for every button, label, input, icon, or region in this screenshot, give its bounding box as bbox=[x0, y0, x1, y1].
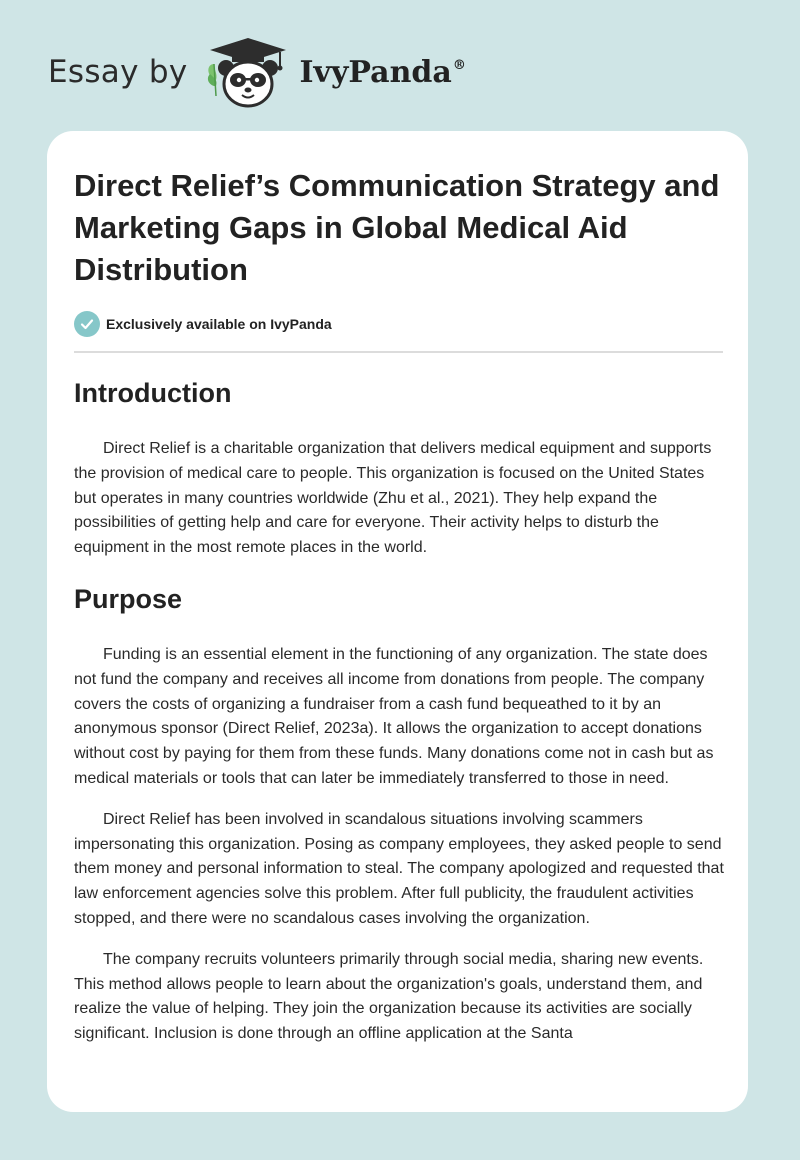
registered-mark: ® bbox=[452, 57, 466, 73]
article-title: Direct Relief’s Communication Strategy and Marketing Gaps in Global Medical Aid Distribution bbox=[74, 168, 720, 287]
article-body bbox=[74, 165, 724, 1047]
paragraph: The company recruits volunteers primarily through social media, sharing new events. This method allows people to learn about the organization's goals, understand them, and realize the value of helping. They join the organization because its activities are socially significant. Inclusion is done through an offline application at the Santa bbox=[74, 950, 704, 1043]
divider bbox=[74, 351, 723, 353]
paragraph: Direct Relief has been involved in scandalous situations involving scammers impersonating this organization. Posing as company employees, they asked people to send them money and personal information to steal. The company apologized and requested that law enforcement agencies solve this problem. After full publicity, the fraudulent activities stopped, and there were no scandalous cases involving the organization. bbox=[74, 810, 724, 927]
check-icon bbox=[74, 311, 100, 337]
paragraph: Funding is an essential element in the functioning of any organization. The state does not fund the company and receives all income from donations from people. The company covers the costs of organizing a fundraiser from a cash fund bequeathed to it by an anonymous sponsor (Direct Relief, 2023a). It allows the organization to accept donations without cost by paying for them from these funds. Many donations come not in cash but as medical materials or tools that can later be immediately transferred to those in need. bbox=[74, 645, 714, 787]
ivypanda-logo-icon[interactable] bbox=[202, 34, 294, 110]
section-heading-introduction: Introduction bbox=[74, 378, 232, 408]
brand-name[interactable]: IvyPanda® bbox=[299, 54, 466, 90]
paragraph: Direct Relief is a charitable organization that delivers medical equipment and supports the provision of medical care to people. This organization is focused on the United States but operates in many countries worldwide (Zhu et al., 2021). They help expand the possibilities of getting help and care for everyone. Their activity helps to disturb the equipment in the most remote places in the world. bbox=[74, 440, 712, 557]
article-card bbox=[47, 131, 748, 1112]
essay-by-label: Essay by bbox=[48, 54, 188, 90]
exclusive-badge bbox=[74, 311, 724, 337]
exclusive-label: Exclusively available on IvyPanda bbox=[106, 316, 332, 332]
section-heading-purpose: Purpose bbox=[74, 583, 183, 614]
site-header bbox=[48, 34, 508, 110]
